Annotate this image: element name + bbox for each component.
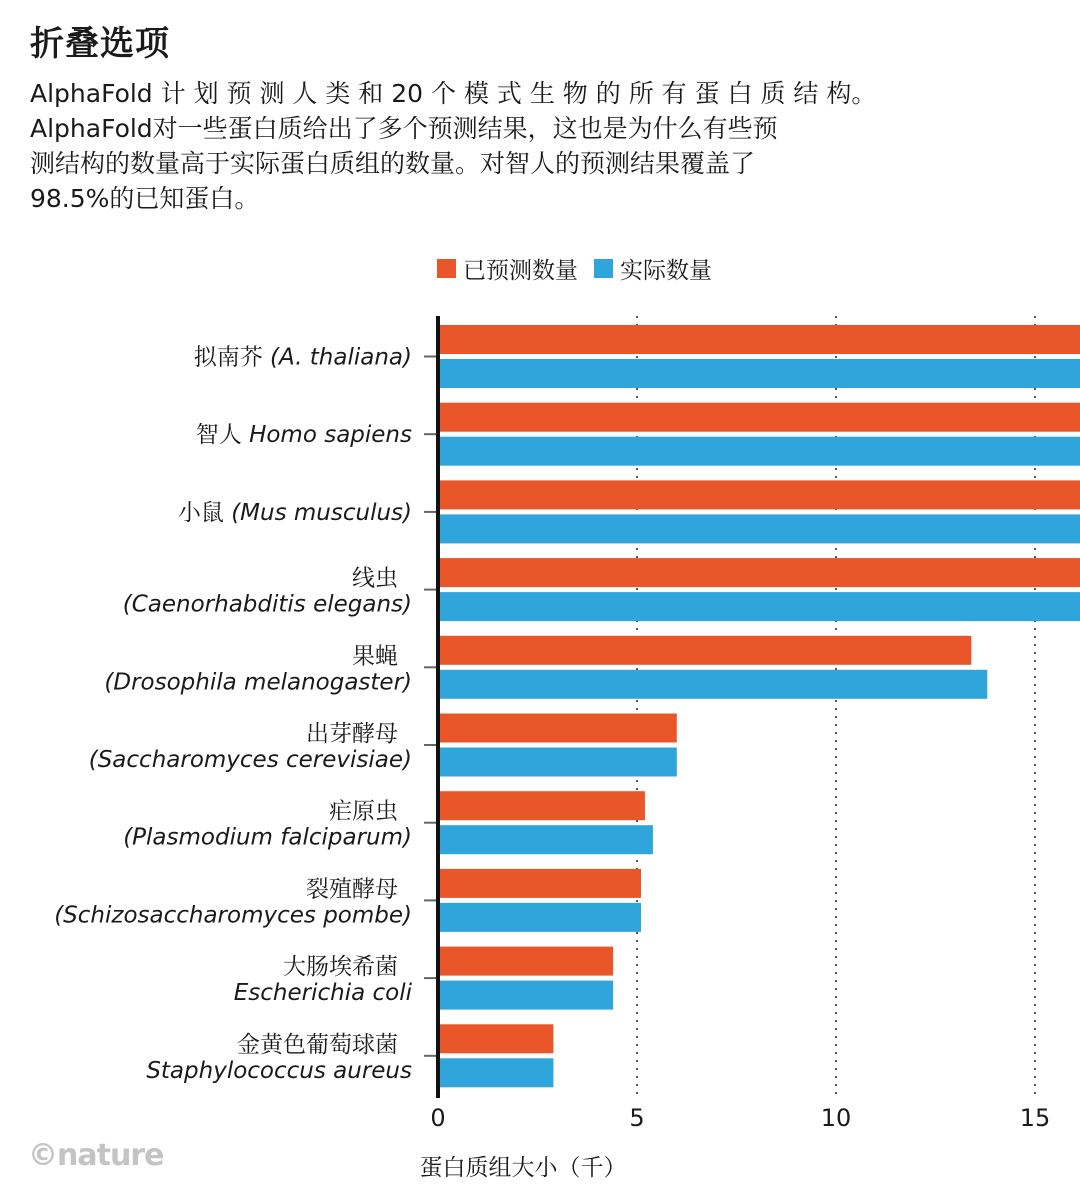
x-tick-label-0: 0 (430, 1104, 446, 1132)
bar-actual-6 (438, 825, 653, 854)
bar-predicted-2 (438, 480, 1080, 509)
category-label-4: 果蝇(Drosophila melanogaster) (104, 643, 412, 696)
bar-actual-0 (438, 359, 1080, 388)
category-label-1: 智人 Homo sapiens (195, 422, 412, 449)
nature-credit: ©nature (28, 1138, 164, 1173)
category-label-8: 大肠埃希菌 Escherichia coli (233, 954, 412, 1007)
bar-predicted-5 (438, 714, 677, 743)
bar-actual-8 (438, 981, 613, 1010)
bar-actual-2 (438, 514, 1080, 543)
bar-actual-3 (438, 592, 1080, 621)
bar-predicted-0 (438, 325, 1080, 354)
x-tick-label-3: 15 (1019, 1104, 1051, 1132)
bar-predicted-1 (438, 403, 1080, 432)
bar-predicted-7 (438, 869, 641, 898)
x-axis-label: 蛋白质组大小（千） (419, 1155, 627, 1181)
x-tick-label-1: 5 (629, 1104, 645, 1132)
bar-actual-4 (438, 670, 987, 699)
category-label-6: 疟原虫(Plasmodium falciparum) (123, 798, 412, 851)
category-label-2: 小鼠 (Mus musculus) (177, 499, 412, 526)
bar-predicted-4 (438, 636, 971, 665)
bar-predicted-9 (438, 1024, 553, 1053)
legend-label-predicted: 已预测数量 (463, 258, 578, 284)
x-tick-label-2: 10 (820, 1104, 852, 1132)
bar-actual-5 (438, 748, 677, 777)
bar-predicted-8 (438, 947, 613, 976)
category-label-5: 出芽酵母(Saccharomyces cerevisiae) (88, 721, 412, 773)
page-title: 折叠选项 (30, 24, 170, 64)
bar-actual-9 (438, 1058, 553, 1087)
category-label-0: 拟南芥 (A. thaliana) (193, 344, 412, 371)
bar-actual-1 (438, 437, 1080, 466)
bar-actual-7 (438, 903, 641, 932)
page-description: AlphaFold 计 划 预 测 人 类 和 20 个 模 式 生 物 的 所 有 蛋 白 质 结 构。 AlphaFold对一些蛋白质给出了多个预测结果，这也是为什么有些预 测结构的数量高于实际蛋白质组的数量。对智人的预测结果覆盖了 98.5%的已知蛋白。 (30, 79, 877, 213)
legend-label-actual: 实际数量 (620, 258, 712, 284)
category-label-3: 线虫(Caenorhabditis elegans) (122, 565, 412, 618)
bar-predicted-6 (438, 791, 645, 820)
bar-predicted-3 (438, 558, 1080, 587)
category-label-7: 裂殖酵母(Schizosaccharomyces pombe) (54, 876, 412, 929)
category-label-9: 金黄色葡萄球菌 Staphylococcus aureus (146, 1031, 412, 1084)
